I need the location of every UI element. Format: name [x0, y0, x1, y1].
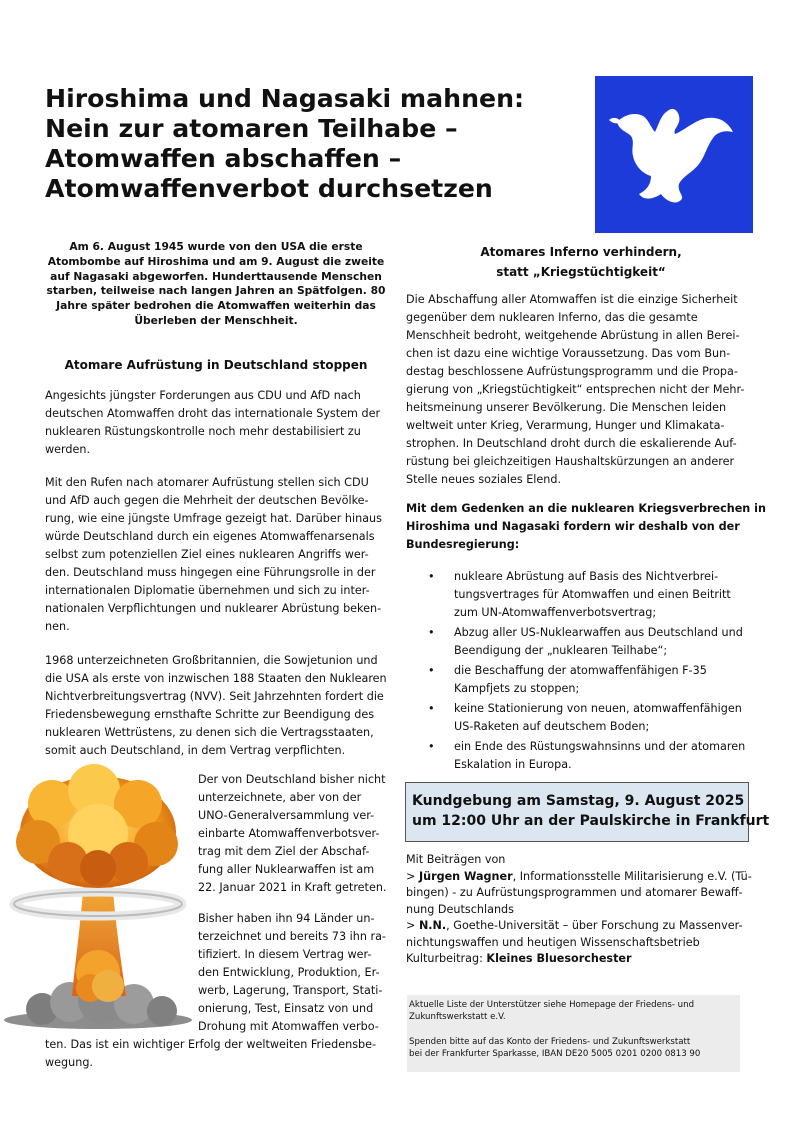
text-line: somit auch Deutschland, in dem Vertrag verpflichten. [45, 744, 346, 757]
intro-text [45, 240, 387, 329]
list-item [406, 738, 756, 774]
intro-line: starben, teilweise nach langen Jahren an Spätfolgen. 80 [46, 284, 386, 298]
text-line: deutschen Atomwaffen droht das internationale System der [45, 407, 381, 420]
text-line: Der von Deutschland bisher nicht [198, 773, 386, 786]
left-paragraph-5-tail [45, 1036, 376, 1072]
text-line: weltweit unter Krieg, Verarmung, Hunger und Klimakata- [406, 419, 725, 432]
text: > [406, 919, 419, 932]
text-line: Kampfjets zu stoppen; [454, 682, 580, 695]
contributor-name: N.N. [418, 919, 447, 932]
text-line: strophen. In Deutschland droht durch die eskalierende Auf- [406, 437, 737, 450]
text-line: unterzeichnete, aber von der [198, 791, 362, 804]
text-line: 1968 unterzeichneten Großbritannien, die Sowjetunion und [45, 654, 378, 667]
text-line: Friedensbewegung ernsthafte Schritte zur Beendigung des [45, 708, 375, 721]
headline [45, 84, 585, 204]
contributions [406, 852, 752, 968]
text-line: die USA als erste von inzwischen 188 Staaten den Nuklearen [45, 672, 387, 685]
text-line: werb, Lagerung, Transport, Stati- [198, 984, 383, 997]
text-line: • keine Stationierung von neuen, atomwaffenfähigen [454, 702, 742, 715]
text-line: Drohung mit Atomwaffen verbo- [198, 1020, 379, 1033]
text-line: • ein Ende des Rüstungswahnsinns und der atomaren [454, 740, 746, 753]
text-line: gierung von „Kriegstüchtigkeit“ entsprechen nicht der Mehr- [406, 383, 745, 396]
text-line: Zukunftswerkstatt e.V. [409, 1011, 506, 1022]
intro-line: Am 6. August 1945 wurde von den USA die erste [69, 240, 363, 253]
headline-line: Nein zur atomaren Teilhabe – [45, 114, 458, 143]
peace-dove-logo [595, 76, 753, 233]
text-line: Bisher haben ihn 94 Länder un- [198, 912, 375, 925]
list-item [406, 662, 756, 698]
text-line: zum UN-Atomwaffenverbotsvertrag; [454, 606, 657, 619]
text-line: und AfD auch gegen die Mehrheit der deutschen Bevölke- [45, 494, 369, 507]
text-line: gegenüber dem nuklearen Inferno, das die gesamte [406, 311, 698, 324]
intro-line: Jahre später bedrohen die Atomwaffen weiterhin das [56, 299, 376, 313]
supporters-note [407, 995, 740, 1072]
text-line: • nukleare Abrüstung auf Basis des Nichtverbrei- [454, 570, 719, 583]
headline-line: Hiroshima und Nagasaki mahnen: [45, 84, 525, 113]
list-item [406, 624, 756, 660]
right-heading-line: Atomares Inferno verhindern, [480, 245, 682, 259]
text-line: fung aller Nuklearwaffen ist am [198, 863, 375, 876]
text-line: Aktuelle Liste der Unterstützer siehe Homepage der Friedens- und [409, 1000, 695, 1010]
text-line: terzeichnet und bereits 73 ihn ra- [198, 930, 386, 943]
culture-line [406, 951, 752, 968]
text-line: heitsmeinung unserer Bevölkerung. Die Menschen leiden [406, 401, 727, 414]
text-line: Eskalation in Europa. [454, 758, 572, 771]
list-item [406, 568, 756, 622]
right-heading [406, 242, 756, 282]
text-line: Stelle neues soziales Elend. [406, 473, 562, 486]
text-line: onierung, Test, Einsatz von und [198, 1002, 374, 1015]
text-line: Mit Beiträgen von [406, 853, 506, 866]
peace-dove-icon [595, 76, 753, 233]
text-line: Beendigung der „nuklearen Teilhabe“; [454, 644, 668, 657]
left-heading: Atomare Aufrüstung in Deutschland stoppen [64, 358, 368, 372]
text-line: rüstung bei gleichzeitigen Haushaltskürzungen an anderer [406, 455, 735, 468]
text-line: Spenden bitte auf das Konto der Friedens- und Zukunftswerkstatt [409, 1037, 691, 1047]
text: , Informationsstelle Militarisierung e.V. (Tü- [512, 869, 752, 883]
text-line: internationalen Diplomatie übernehmen und sich zu inter- [45, 584, 370, 597]
text-line: rung, wie eine jüngste Umfrage gezeigt hat. Darüber hinaus [45, 512, 382, 525]
text-line: tungsvertrages für Atomwaffen und einen Beitritt [454, 588, 731, 601]
text-line: ten. Das ist ein wichtiger Erfolg der weltweiten Friedensbe- [45, 1038, 377, 1051]
text-line: nuklearen Rüstungskontrolle noch mehr destabilisiert zu [45, 425, 361, 438]
left-paragraph-3 [45, 652, 387, 760]
text-line: UNO-Generalversammlung ver- [198, 809, 375, 822]
text-line: nuklearen Wettrüstens, zu denen sich die Vertragsstaaten, [45, 726, 374, 739]
text-line: nationalen Verpflichtungen und nuklearer Abrüstung beken- [45, 602, 382, 615]
text-line: Die Abschaffung aller Atomwaffen ist die einzige Sicherheit [406, 293, 738, 306]
text-line: Menschheit bedroht, weitgehende Abrüstung in allen Berei- [406, 329, 740, 342]
right-heading-line: statt „Kriegstüchtigkeit“ [496, 265, 666, 279]
text-line: chen ist dazu eine wichtige Voraussetzung. Das vom Bun- [406, 347, 731, 360]
left-paragraph-5 [198, 910, 386, 1036]
list-item [406, 700, 756, 736]
text-line: Angesichts jüngster Forderungen aus CDU und AfD nach [45, 389, 361, 402]
text-line: Mit den Rufen nach atomarer Aufrüstung stellen sich CDU [45, 476, 369, 489]
text-line: selbst zum potenziellen Ziel eines nuklearen Angriffs wer- [45, 548, 369, 561]
text-line: einbarte Atomwaffenverbotsver- [198, 827, 380, 840]
right-paragraph-1 [406, 291, 744, 489]
contributor-line [406, 918, 752, 935]
contributor-name: Jürgen Wagner [418, 869, 513, 883]
headline-line: Atomwaffen abschaffen – [45, 144, 402, 173]
text-line: wegung. [45, 1056, 93, 1069]
text-line: nichtungswaffen und heutigen Wissenschaftsbetrieb [406, 935, 700, 949]
text: , Goethe-Universität – über Forschung zu Massenver- [446, 919, 743, 932]
text-line: Mit dem Gedenken an die nuklearen Kriegsverbrechen in [406, 502, 766, 515]
text-line: trag mit dem Ziel der Abschaf- [198, 845, 370, 858]
left-paragraph-1 [45, 387, 380, 459]
text-line: nen. [45, 620, 70, 633]
text-line: 22. Januar 2021 in Kraft getreten. [198, 881, 387, 894]
left-paragraph-4 [198, 771, 386, 897]
text-line: den Entwicklung, Produktion, Er- [198, 966, 380, 979]
event-line: um 12:00 Uhr an der Paulskirche in Frankfurt [412, 813, 770, 829]
text-line: • die Beschaffung der atomwaffenfähigen F-35 [454, 664, 707, 677]
text-line: Bundesregierung: [406, 538, 520, 551]
left-paragraph-2 [45, 474, 382, 636]
text: > [406, 869, 419, 883]
text-line: Nichtverbreitungsvertrag (NVV). Seit Jahrzehnten fordert die [45, 690, 384, 703]
demands-list [406, 568, 756, 776]
headline-line: Atomwaffenverbot durchsetzen [45, 174, 493, 203]
text-line: • Abzug aller US-Nuklearwaffen aus Deutschland und [454, 626, 743, 639]
text-line: nung Deutschlands [406, 902, 514, 916]
intro-line: Atombombe auf Hiroshima und am 9. August die zweite [47, 254, 385, 268]
text-line: tifiziert. In diesem Vertrag wer- [198, 948, 372, 961]
demand-intro [406, 500, 766, 554]
intro-line: auf Nagasaki abgeworfen. Hunderttausende Menschen [50, 269, 382, 283]
text-line: bei der Frankfurter Sparkasse, IBAN DE20 5005 0201 0200 0813 90 [409, 1048, 701, 1059]
text-line: den. Deutschland muss hingegen eine Führungsrolle in der [45, 566, 376, 579]
text-line: destag beschlossene Aufrüstungsprogramm und die Propa- [406, 365, 738, 378]
intro-line: Überleben der Menschheit. [134, 313, 298, 327]
text: Kulturbeitrag: [406, 952, 487, 965]
mushroom-cloud-icon [2, 764, 194, 1034]
text-line: bingen) - zu Aufrüstungsprogrammen und atomarer Bewaff- [406, 886, 743, 899]
text-line: Hiroshima und Nagasaki fordern wir deshalb von der [406, 520, 740, 533]
band-name: Kleines Bluesorchester [486, 952, 632, 965]
text-line: würde Deutschland durch ein eigenes Atomwaffenarsenals [45, 530, 375, 543]
text-line: werden. [45, 443, 91, 456]
event-box [405, 782, 770, 842]
event-line: Kundgebung am Samstag, 9. August 2025 [412, 793, 745, 809]
text-line: US-Raketen auf deutschem Boden; [454, 720, 650, 733]
contributor-line [406, 869, 752, 886]
